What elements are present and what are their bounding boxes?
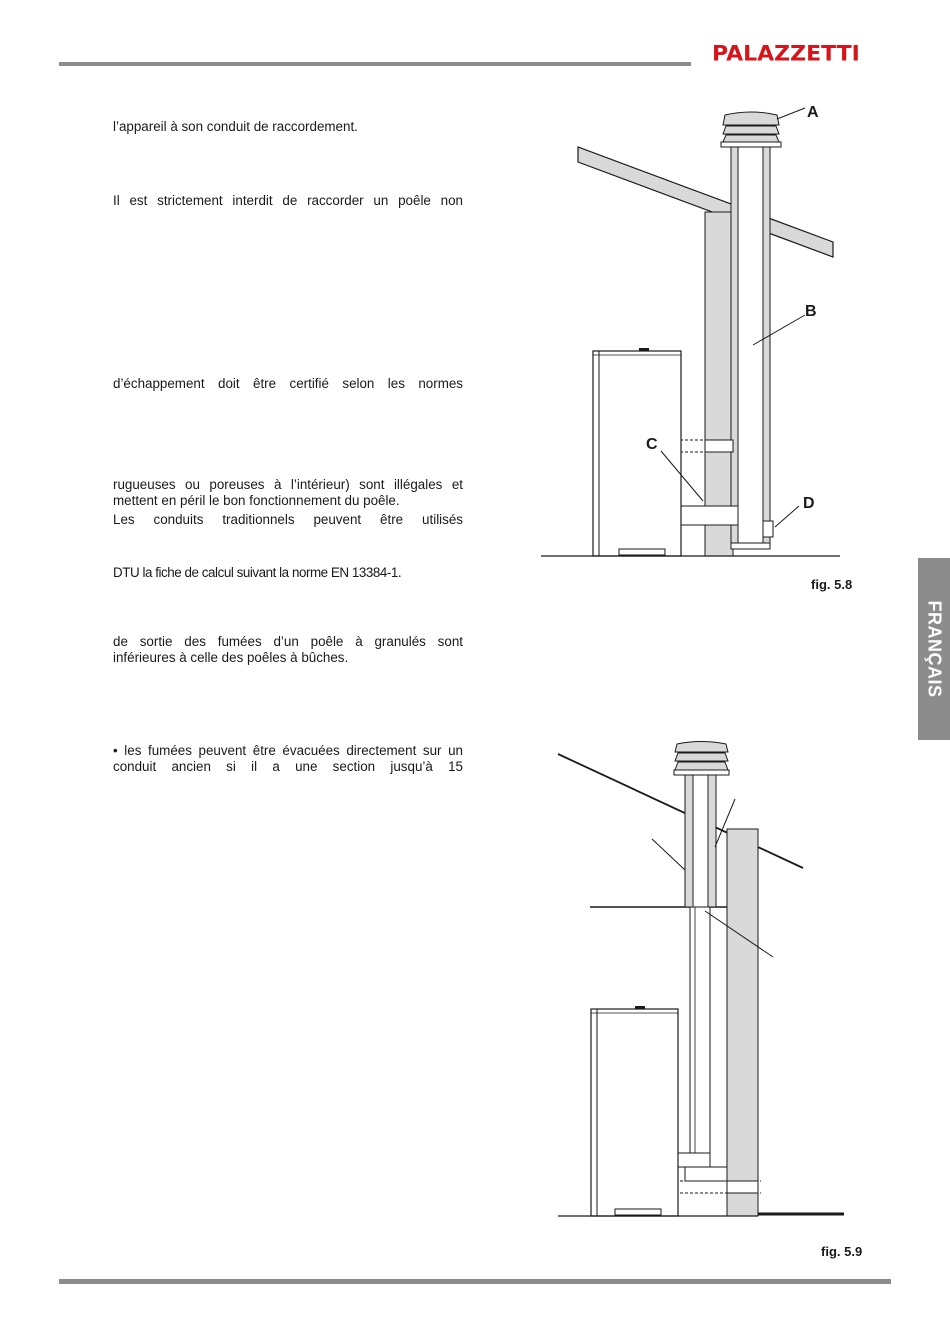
flue-pipe-inner xyxy=(738,147,763,543)
paragraph-1: l’appareil à son conduit de raccordement. xyxy=(113,119,358,134)
label-a: A xyxy=(807,104,819,121)
figure-5-9-diagram xyxy=(535,735,865,1225)
inspection-cap xyxy=(763,521,773,537)
paragraph-8: • les fumées peuvent être évacuées directement sur un conduit ancien si il a une section jusqu’à 15 xyxy=(113,743,463,774)
paragraph-5: Les conduits traditionnels peuvent être utilisés xyxy=(113,512,463,527)
figure-5-8-diagram xyxy=(535,95,865,565)
caption-fig-5-8: fig. 5.8 xyxy=(811,577,853,592)
paragraph-7: de sortie des fumées d’un poêle à granulés sont inférieures à celle des poêles à bûches. xyxy=(113,634,463,665)
paragraph-3: d’échappement doit être certifié selon les normes xyxy=(113,376,463,391)
paragraph-4: rugueuses ou poreuses à l’intérieur) sont illégales et mettent en péril le bon fonctionnement du poêle. xyxy=(113,477,463,508)
footer-rule xyxy=(59,1279,891,1284)
chimney-cap-2 xyxy=(674,742,729,776)
pellet-stove-2 xyxy=(591,1006,678,1216)
chimney-cap xyxy=(721,112,781,147)
connector-pipe xyxy=(680,506,738,525)
pellet-stove xyxy=(593,348,681,556)
masonry-chimney xyxy=(705,212,733,556)
paragraph-2: Il est strictement interdit de raccorder un poêle non xyxy=(113,193,463,208)
flue-lower xyxy=(690,907,710,1163)
masonry-wall xyxy=(727,829,758,1216)
tee-fitting xyxy=(678,1153,710,1167)
caption-fig-5-9: fig. 5.9 xyxy=(821,1244,863,1259)
header-rule xyxy=(59,62,691,66)
label-d: D xyxy=(803,495,815,512)
label-c: C xyxy=(646,436,658,453)
brand-logo: PALAZZETTI xyxy=(712,42,860,67)
language-tab xyxy=(918,558,950,740)
flue-base xyxy=(731,543,770,549)
flue-upper-inner xyxy=(693,773,708,907)
language-label: FRANÇAIS xyxy=(924,600,945,698)
paragraph-6: DTU la fiche de calcul suivant la norme EN 13384-1. xyxy=(113,565,402,580)
label-b: B xyxy=(805,303,817,320)
